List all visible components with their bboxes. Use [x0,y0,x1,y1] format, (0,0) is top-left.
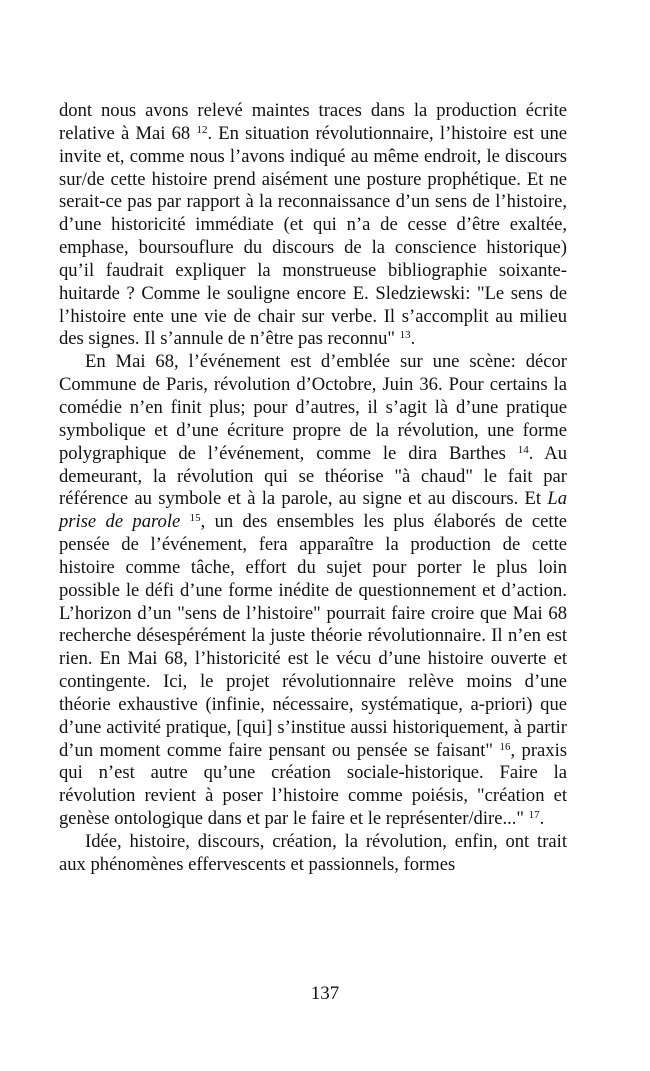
text-run: Idée, histoire, discours, création, la révolution, enfin, ont trait aux phénomènes effervescents et passionnels, formes [59,831,567,875]
text-run [180,511,189,532]
footnote-marker: 16 [499,740,511,753]
page-number: 137 [310,983,340,1004]
footnote-marker: 13 [399,329,411,342]
text-run: En Mai 68, l’événement est d’emblée sur une scène: décor Commune de Paris, révolution d’Octobre, Juin 36. Pour certains la comédie n’en finit plus; pour d’autres, il s’agit là d’une pratique symbolique et d’une écriture propre de la révolution, une forme polygraphique de l’événement, comme le dira Barthes [59,351,567,464]
footnote-marker: 12 [196,123,208,136]
paragraph-3 [59,831,567,877]
italic-title: La prise de parole [59,488,567,533]
paragraph-2 [59,351,567,831]
page-body [59,100,567,877]
text-run: . [539,808,545,830]
footnote-marker: 15 [189,512,201,525]
footnote-marker: 17 [528,809,540,822]
text-run: dont nous avons relevé maintes traces dans la production écrite relative à Mai 68 [59,100,567,144]
text-run: . [410,328,416,350]
text-run: , praxis qui n’est autre qu’une création sociale-historique. Faire la révolution revient à poser l’histoire comme poiésis, "création et genèse ontologique dans et par le faire et le représenter/dire..." [59,739,567,830]
text-run: , un des ensembles les plus élaborés de cette pensée de l’événement, fera apparaître la production de cette histoire comme tâche, effort du sujet pour porter le plus loin possible le défi d’une forme inédite de questionnement et d’action. L’horizon d’un "sens de l’histoire" pourrait faire croire que Mai 68 recherche désespérément la juste théorie révolutionnaire. Il n’en est rien. En Mai 68, l’historicité est le vécu d’une histoire ouverte et contingente. Ici, le projet révolutionnaire relève moins d’une théorie exhaustive (infinie, nécessaire, systématique, a-priori) que d’une activité pratique, [qui] s’institue aussi historiquement, à partir d’un moment comme faire pensant ou pensée se faisant" [59,511,568,761]
text-run: . Au demeurant, la révolution qui se théorise "à chaud" le fait par référence au symbole et à la parole, au signe et au discours. Et [59,442,567,510]
text-run: . En situation révolutionnaire, l’histoire est une invite et, comme nous l’avons indiqué au même endroit, le discours sur/de cette histoire prend aisément une posture prophétique. Et ne serait-ce pas par rapport à la reconnaissance d’un sens de l’histoire, d’une historicité immédiate (et qui n’a de cesse d’être exaltée, emphase, boursouflure du discours de la conscience historique) qu’il faudrait expliquer la monstrueuse bibliographie soixante-huitarde ? Comme le souligne encore E. Sledziewski: "Le sens de l’histoire ente une vie de chair sur verbe. Il s’accomplit au milieu des signes. Il s’annule de n’être pas reconnu" [59,122,567,350]
footnote-marker: 14 [517,443,529,456]
paragraph-1 [59,100,567,351]
